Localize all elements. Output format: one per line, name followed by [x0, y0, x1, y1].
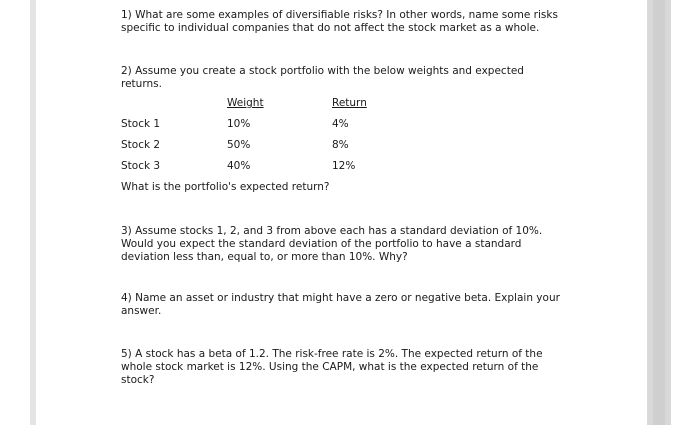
table-row [121, 118, 421, 139]
stock-weight: 10% [227, 118, 251, 130]
return-header: Return [332, 97, 367, 109]
stock-weight: 40% [227, 160, 251, 172]
question-1: 1) What are some examples of diversifiable risks? In other words, name some risks specific to individual companies that do not affect the stock market as a whole. [121, 9, 558, 34]
question-2-prompt: What is the portfolio's expected return? [121, 181, 330, 193]
question-4: 4) Name an asset or industry that might have a zero or negative beta. Explain your answer. [121, 292, 560, 317]
page-left-edge [30, 0, 36, 425]
weight-header: Weight [227, 97, 264, 109]
stock-return: 8% [332, 139, 349, 151]
stock-return: 12% [332, 160, 356, 172]
stock-weight: 50% [227, 139, 251, 151]
portfolio-table [121, 97, 421, 181]
question-3: 3) Assume stocks 1, 2, and 3 from above each has a standard deviation of 10%. Would you expect the standard deviation of the portfolio to have a standard deviation less than, equal to, or more than 10%. Why? [121, 225, 543, 263]
stock-return: 4% [332, 118, 349, 130]
stock-name: Stock 1 [121, 118, 161, 130]
scrollbar-thumb[interactable] [653, 0, 665, 425]
table-row [121, 160, 421, 181]
table-row [121, 139, 421, 160]
stock-name: Stock 3 [121, 160, 161, 172]
stock-name: Stock 2 [121, 139, 161, 151]
question-2-intro: 2) Assume you create a stock portfolio with the below weights and expected returns. [121, 65, 524, 90]
table-header-row [121, 97, 421, 118]
question-5: 5) A stock has a beta of 1.2. The risk-free rate is 2%. The expected return of the whole stock market is 12%. Using the CAPM, what is the expected return of the stock? [121, 348, 543, 386]
